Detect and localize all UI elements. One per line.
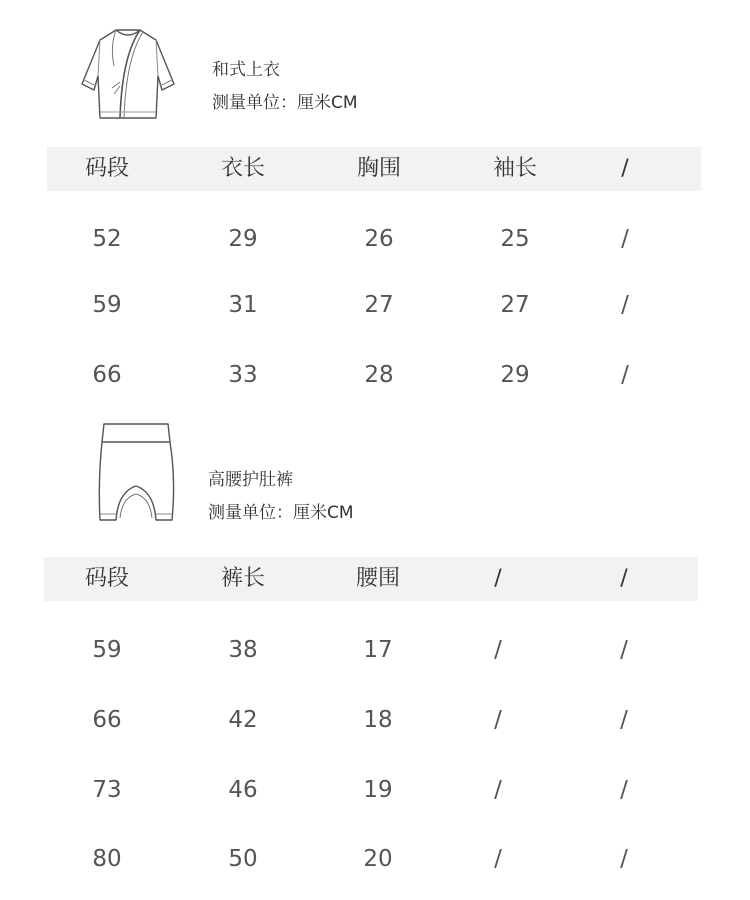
table-header-row bbox=[47, 147, 701, 191]
header-cell: 胸围 bbox=[356, 156, 402, 181]
table-cell: 19 bbox=[363, 777, 393, 803]
header-cell: / bbox=[620, 566, 628, 591]
pants-size-table bbox=[44, 557, 698, 872]
table-cell: / bbox=[494, 777, 502, 803]
table-cell: 25 bbox=[500, 226, 530, 252]
table-cell: / bbox=[494, 846, 502, 872]
table-cell: 42 bbox=[228, 707, 258, 733]
table-row bbox=[47, 217, 701, 261]
header-cell: 码段 bbox=[84, 156, 130, 181]
table-cell: 46 bbox=[228, 777, 258, 803]
table-cell: 52 bbox=[92, 226, 122, 252]
table-cell: / bbox=[620, 777, 628, 803]
kimono-top-unit: 测量单位：厘米CM bbox=[212, 93, 358, 113]
table-cell: 28 bbox=[364, 362, 394, 388]
table-cell: 27 bbox=[500, 292, 530, 318]
table-cell: 31 bbox=[228, 292, 258, 318]
header-cell: 码段 bbox=[84, 566, 130, 591]
header-cell: / bbox=[494, 566, 502, 591]
table-row bbox=[47, 353, 701, 397]
table-row bbox=[47, 283, 701, 327]
pants-caption bbox=[208, 470, 354, 536]
kimono-top-title: 和式上衣 bbox=[212, 60, 280, 80]
table-cell: / bbox=[621, 292, 629, 318]
table-cell: 29 bbox=[500, 362, 530, 388]
table-row bbox=[44, 628, 698, 672]
kimono-top-caption bbox=[212, 60, 358, 126]
table-cell: 38 bbox=[228, 637, 258, 663]
header-cell: 袖长 bbox=[492, 156, 538, 181]
table-cell: 33 bbox=[228, 362, 258, 388]
table-cell: / bbox=[494, 637, 502, 663]
table-cell: / bbox=[620, 637, 628, 663]
table-cell: 66 bbox=[92, 362, 122, 388]
kimono-top-size-table bbox=[47, 147, 701, 388]
table-cell: 29 bbox=[228, 226, 258, 252]
pants-title: 高腰护肚裤 bbox=[208, 470, 293, 490]
table-cell: / bbox=[620, 707, 628, 733]
table-row bbox=[44, 698, 698, 742]
table-cell: 59 bbox=[92, 637, 122, 663]
table-cell: 26 bbox=[364, 226, 394, 252]
table-row bbox=[44, 837, 698, 881]
table-cell: 27 bbox=[364, 292, 394, 318]
header-cell: 衣长 bbox=[220, 156, 266, 181]
table-cell: 20 bbox=[363, 846, 393, 872]
table-cell: 73 bbox=[92, 777, 122, 803]
header-cell: 腰围 bbox=[355, 566, 401, 591]
table-cell: / bbox=[621, 226, 629, 252]
table-header-row bbox=[44, 557, 698, 601]
table-row bbox=[44, 768, 698, 812]
table-cell: / bbox=[494, 707, 502, 733]
table-cell: 80 bbox=[92, 846, 122, 872]
table-cell: 50 bbox=[228, 846, 258, 872]
table-cell: 18 bbox=[363, 707, 393, 733]
table-cell: 59 bbox=[92, 292, 122, 318]
high-waist-pants-icon bbox=[96, 420, 178, 524]
table-cell: / bbox=[621, 362, 629, 388]
table-cell: / bbox=[620, 846, 628, 872]
header-cell: 裤长 bbox=[220, 566, 266, 591]
kimono-top-icon bbox=[74, 26, 182, 122]
header-cell: / bbox=[621, 156, 629, 181]
table-cell: 66 bbox=[92, 707, 122, 733]
table-cell: 17 bbox=[363, 637, 393, 663]
pants-unit: 测量单位：厘米CM bbox=[208, 503, 354, 523]
